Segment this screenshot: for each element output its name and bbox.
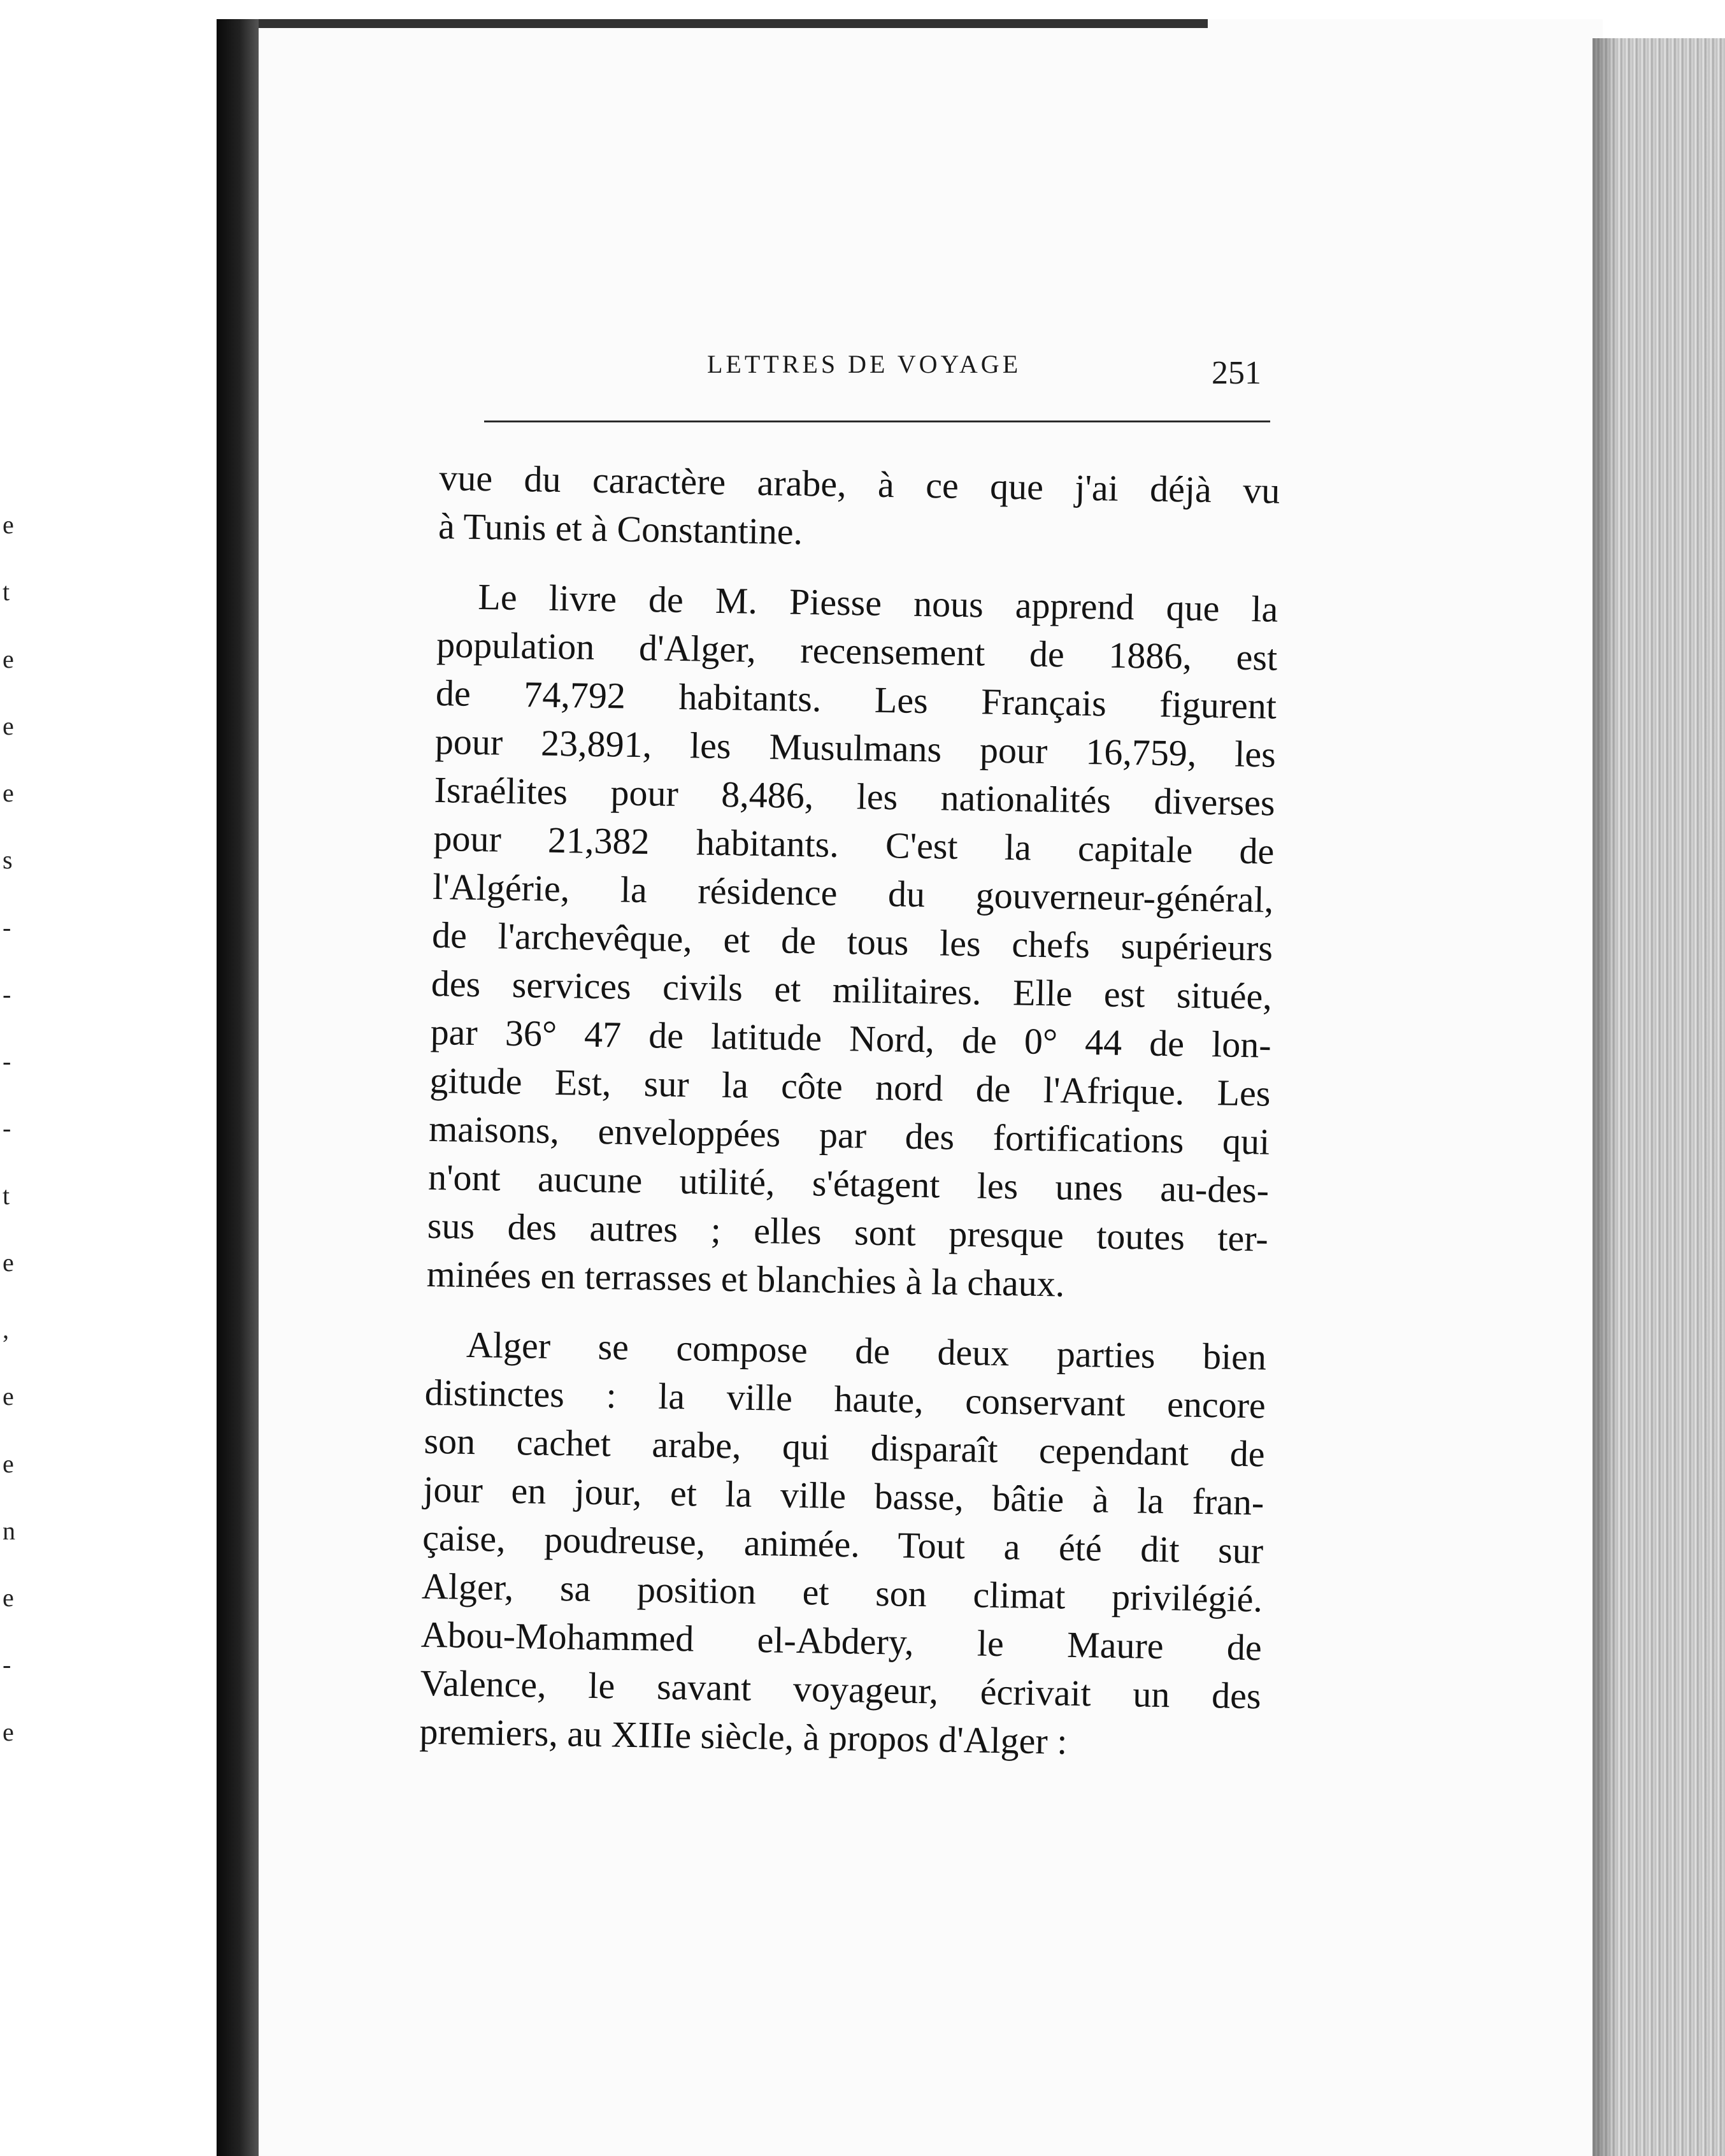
text-line: pour 21,382 habitants. C'est la capitale de	[433, 817, 1275, 872]
text-line: son cachet arabe, qui disparaît cependant de	[424, 1419, 1266, 1475]
edge-glyph: -	[3, 1650, 11, 1679]
text-line: Abou-Mohammed el-Abdery, le Maure de	[420, 1613, 1263, 1669]
edge-glyph: -	[3, 980, 11, 1009]
text-line: gitude Est, sur la côte nord de l'Afrique. Les	[429, 1059, 1271, 1114]
text-line: à Tunis et à Constantine.	[438, 505, 803, 552]
text-line: Alger, sa position et son climat privilégié.	[421, 1565, 1263, 1620]
edge-glyph: e	[3, 1248, 14, 1277]
text-line: Alger se compose de deux parties bien	[466, 1323, 1267, 1378]
edge-glyph: e	[3, 1583, 14, 1612]
text-line: vue du caractère arabe, à ce que j'ai déjà vu	[438, 456, 1280, 512]
running-head: LETTRES DE VOYAGE	[707, 350, 1022, 378]
text-line: sus des autres ; elles sont presque toutes ter-	[427, 1204, 1269, 1260]
edge-glyph: e	[3, 1718, 14, 1746]
text-line: maisons, enveloppées par des fortifications qui	[428, 1107, 1270, 1163]
text-line: Israélites pour 8,486, les nationalités diverses	[434, 768, 1276, 824]
text-line: Valence, le savant voyageur, écrivait un des	[420, 1662, 1262, 1717]
edge-glyph: e	[3, 1449, 14, 1478]
edge-glyph: e	[3, 1382, 14, 1411]
edge-glyph: n	[3, 1516, 15, 1545]
text-line: population d'Alger, recensement de 1886, est	[436, 623, 1278, 679]
book-gutter	[217, 19, 259, 2156]
text-line: l'Algérie, la résidence du gouverneur-général,	[432, 865, 1274, 921]
edge-glyph: -	[3, 1047, 11, 1075]
text-line: des services civils et militaires. Elle est située,	[431, 962, 1273, 1017]
edge-glyph: ,	[3, 1315, 9, 1344]
edge-glyph: t	[3, 1181, 10, 1210]
text-line: çaise, poudreuse, animée. Tout a été dit sur	[422, 1516, 1264, 1572]
edge-glyph: t	[3, 577, 10, 606]
edge-glyph: e	[3, 712, 14, 740]
header-rule	[484, 420, 1270, 422]
page-top-shadow	[259, 19, 1208, 28]
edge-glyph: -	[3, 913, 11, 942]
edge-glyph: e	[3, 645, 14, 673]
edge-glyph: s	[3, 845, 13, 874]
text-line: pour 23,891, les Musulmans pour 16,759, les	[434, 720, 1277, 775]
page-number: 251	[1212, 355, 1261, 391]
edge-glyph: e	[3, 779, 14, 807]
edge-glyph: e	[3, 510, 14, 539]
left-page-edge-text	[0, 510, 19, 1784]
text-line: Le livre de M. Piesse nous apprend que la	[477, 575, 1278, 630]
edge-glyph: -	[3, 1114, 11, 1142]
left-page	[0, 0, 217, 2156]
text-line: de 74,792 habitants. Les Français figurent	[435, 672, 1277, 727]
text-line: par 36° 47 de latitude Nord, de 0° 44 de lon-	[430, 1010, 1272, 1066]
text-line: premiers, au XIIIe siècle, à propos d'Alger :	[419, 1710, 1068, 1762]
paragraph-2	[426, 572, 1278, 1312]
paragraph-1	[438, 454, 1280, 564]
text-line: distinctes : la ville haute, conservant encore	[424, 1371, 1266, 1427]
paragraph-3	[419, 1320, 1267, 1769]
text-line: jour en jour, et la ville basse, bâtie à la fran-	[422, 1468, 1264, 1523]
body-text	[419, 454, 1280, 1769]
text-line: n'ont aucune utilité, s'étagent les unes au-des-	[427, 1156, 1270, 1211]
text-line: de l'archevêque, et de tous les chefs supérieurs	[431, 914, 1273, 969]
page-edges	[1593, 38, 1725, 2156]
text-line: minées en terrasses et blanchies à la chaux.	[426, 1253, 1065, 1305]
